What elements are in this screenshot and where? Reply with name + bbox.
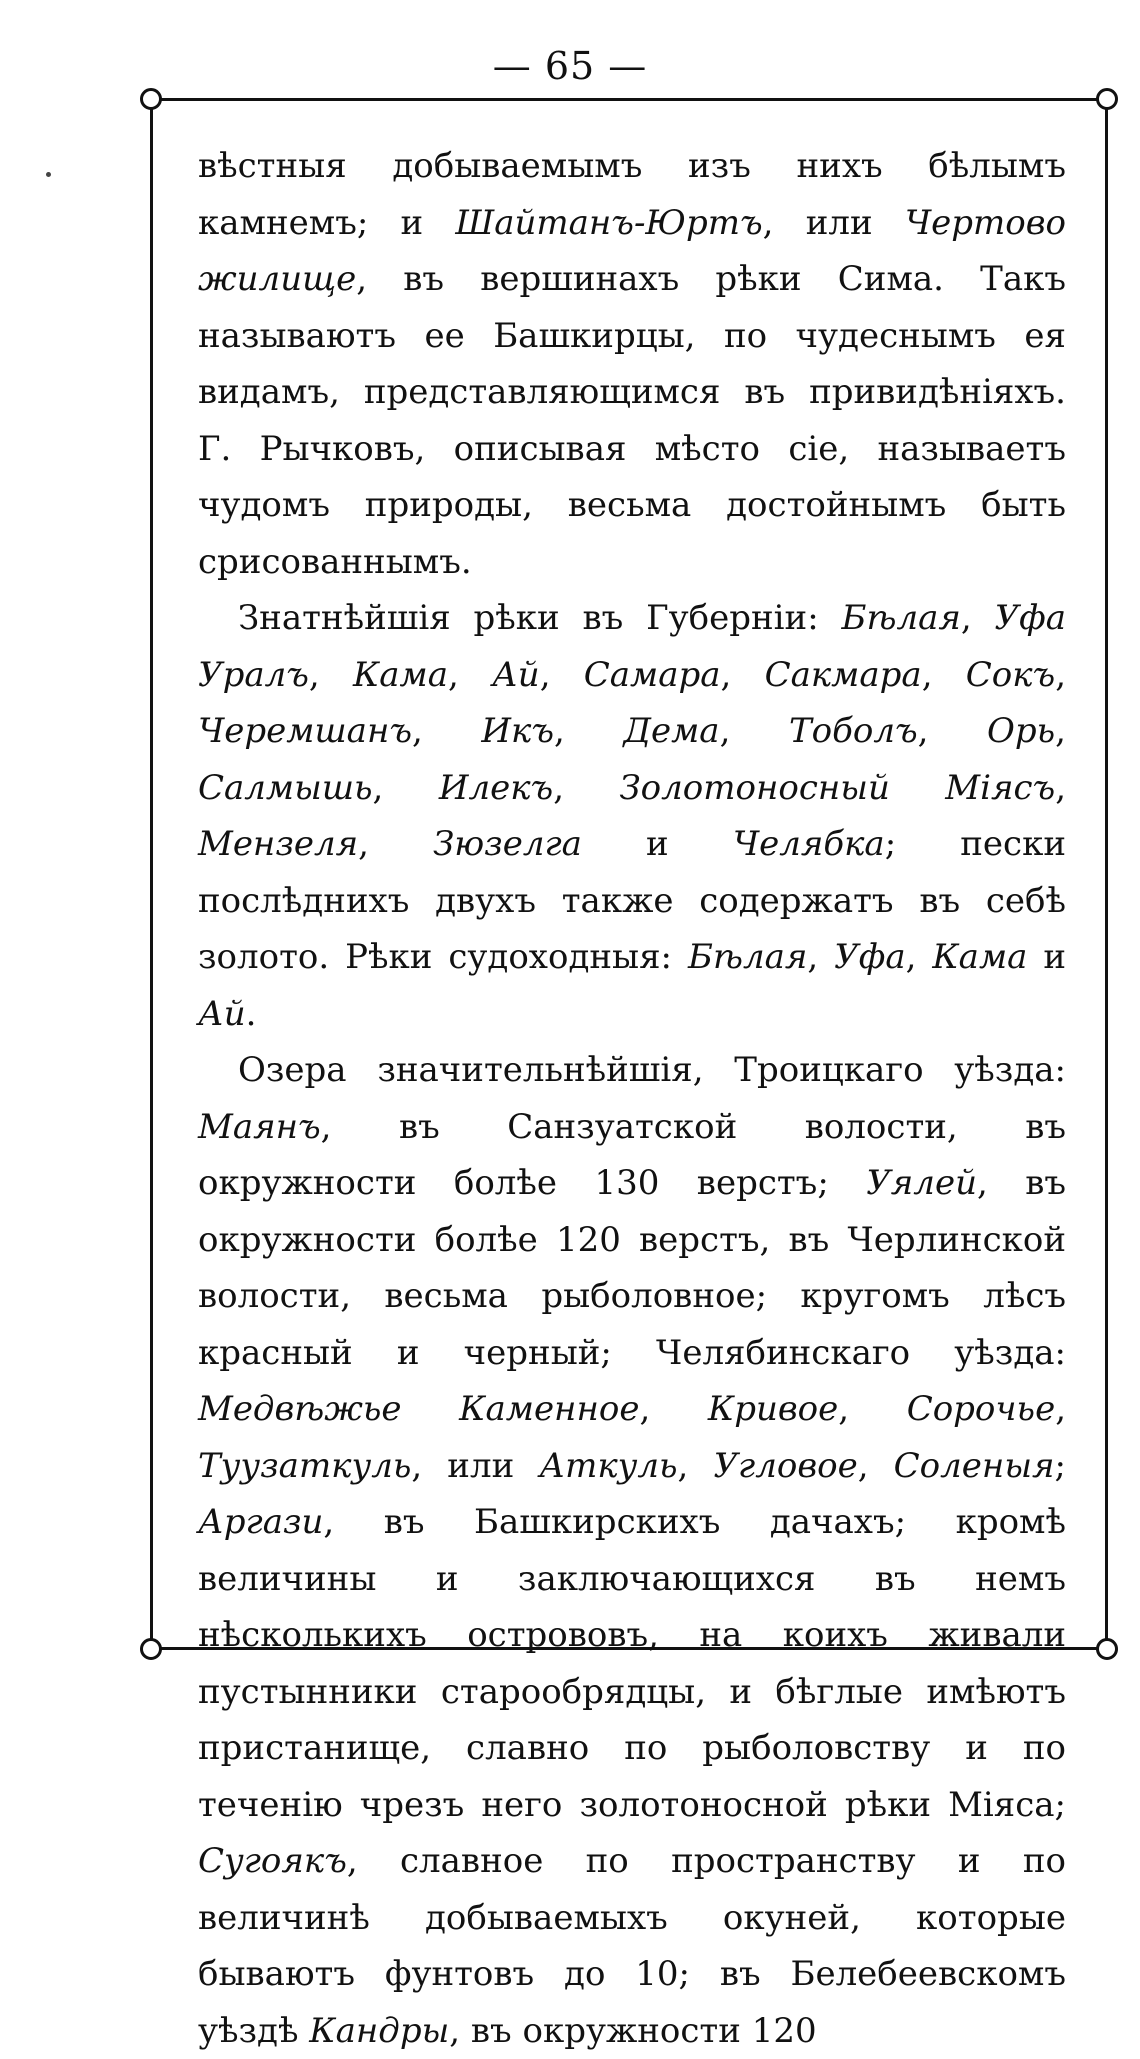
text-run: Знатнѣйшія рѣки въ Губерніи: — [238, 598, 842, 638]
italic-term: Шайтанъ-Юртъ — [455, 202, 763, 243]
text-run: , — [720, 654, 765, 695]
italic-term: Илекъ — [438, 767, 554, 808]
italic-term: Уялей — [866, 1163, 977, 1203]
paragraph-rivers — [198, 590, 1066, 1042]
text-run: , славное по пространству и по величинѣ добываемыхъ окуней, которые бываютъ фунтовъ до 10; въ Белебеевскомъ уѣздѣ — [198, 1841, 1066, 2051]
text-run: и — [581, 824, 733, 864]
text-run: , въ окружности болѣе 120 верстъ, въ Черлинской волости, весьма рыболовное; кругомъ лѣсъ красный и черный; Челябинскаго уѣзда: — [198, 1163, 1066, 1373]
text-run: , — [639, 1389, 708, 1429]
italic-term: Медвѣжье Каменное — [198, 1389, 640, 1429]
italic-term: Салмышь — [198, 767, 373, 808]
italic-term: Уфа Уралъ — [198, 598, 1066, 695]
italic-term: Аргази — [198, 1502, 324, 1542]
italic-term: Сакмара — [764, 654, 922, 695]
italic-term: Золотоносный Міясъ — [619, 767, 1056, 808]
text-run: , — [448, 654, 493, 695]
text-run: , или — [411, 1445, 540, 1486]
italic-term: Чертово жилище — [198, 202, 1066, 299]
italic-term: Кама — [932, 937, 1028, 977]
italic-term: Кандры — [309, 2010, 450, 2051]
italic-term: Соленыя — [893, 1445, 1055, 1486]
paragraph-lakes — [198, 1042, 1066, 2059]
text-run: ; — [1054, 1445, 1066, 1486]
page-number: — 65 — — [492, 44, 648, 88]
text-run: , — [905, 937, 933, 977]
italic-term: Черемшанъ — [198, 711, 413, 751]
italic-term: Самара — [583, 654, 721, 695]
text-run: , — [1055, 711, 1066, 751]
text-run: , — [553, 767, 620, 808]
italic-term: Маянъ — [198, 1106, 321, 1147]
italic-term: Мензеля — [198, 824, 359, 864]
text-run: , — [921, 654, 966, 695]
text-run: , — [807, 937, 835, 977]
frame-corner-ornament — [140, 1638, 162, 1660]
text-run: , — [917, 711, 987, 751]
italic-term: Ай — [492, 654, 540, 695]
paragraph-mountain — [198, 138, 1066, 590]
text-run: . — [245, 993, 257, 1034]
text-run: , — [838, 1389, 907, 1429]
italic-term: Сокъ — [965, 654, 1056, 695]
frame-corner-ornament — [1096, 88, 1118, 110]
text-run: Озера значительнѣйшія, Троицкаго уѣзда: — [238, 1050, 1066, 1090]
text-run: , — [308, 654, 353, 695]
italic-term: Икъ — [481, 711, 554, 751]
italic-term: Кривое — [707, 1389, 839, 1429]
text-run: , — [372, 767, 439, 808]
italic-term: Ай — [198, 993, 246, 1034]
italic-term: Угловое — [713, 1445, 858, 1486]
italic-term: Орь — [987, 711, 1056, 751]
stray-mark — [46, 172, 51, 177]
text-run: , — [554, 711, 624, 751]
text-run: , — [358, 824, 434, 864]
text-run: , — [960, 598, 995, 638]
text-run: , — [719, 711, 789, 751]
text-run: , — [539, 654, 584, 695]
frame-corner-ornament — [1096, 1638, 1118, 1660]
text-run: , — [677, 1445, 714, 1486]
italic-term: Зюзелга — [433, 824, 582, 864]
text-run: , — [1055, 767, 1066, 808]
text-run: , — [1055, 1389, 1067, 1429]
italic-term: Сугоякъ — [198, 1841, 347, 1881]
text-run: и — [1027, 937, 1067, 977]
text-run: , въ вершинахъ рѣки Сима. Такъ называютъ ее Башкирцы, по чудеснымъ ея видамъ, представляющимся въ привидѣніяхъ. Г. Рычковъ, описывая мѣсто сіе, называетъ чудомъ природы, весьма достойнымъ быть срисованнымъ. — [198, 259, 1066, 582]
body-text — [198, 138, 1066, 2059]
italic-term: Кама — [352, 654, 449, 695]
text-run: вѣстныя добываемымъ изъ нихъ бѣлымъ камнемъ; и — [198, 146, 1066, 243]
text-run: , или — [762, 202, 905, 243]
text-run: , въ Санзуатской волости, въ окружности болѣе 130 верстъ; — [198, 1106, 1066, 1203]
text-run: ; пески послѣднихъ двухъ также содержатъ въ себѣ золото. Рѣки судоходныя: — [198, 824, 1066, 977]
text-run: , въ Башкирскихъ дачахъ; кромѣ величины и заключающихся въ немъ нѣсколькихъ острововъ, на коихъ живали пустынники старообрядцы, и бѣглые имѣютъ пристанище, славно по рыболовству и по теченію чрезъ него золотоносной рѣки Міяса; — [198, 1502, 1066, 1825]
italic-term: Бѣлая — [841, 598, 961, 638]
italic-term: Тоболъ — [788, 711, 918, 751]
text-run: , въ окружности 120 — [449, 2010, 817, 2051]
italic-term: Аткуль — [539, 1445, 678, 1486]
frame-corner-ornament — [140, 88, 162, 110]
italic-term: Сорочье — [906, 1389, 1056, 1429]
italic-term: Челябка — [732, 824, 885, 864]
italic-term: Дема — [623, 711, 720, 751]
italic-term: Туузаткуль — [198, 1445, 412, 1486]
text-run: , — [1055, 654, 1066, 695]
italic-term: Бѣлая — [687, 937, 808, 977]
italic-term: Уфа — [834, 937, 906, 977]
text-run: , — [412, 711, 482, 751]
text-run: , — [857, 1445, 894, 1486]
